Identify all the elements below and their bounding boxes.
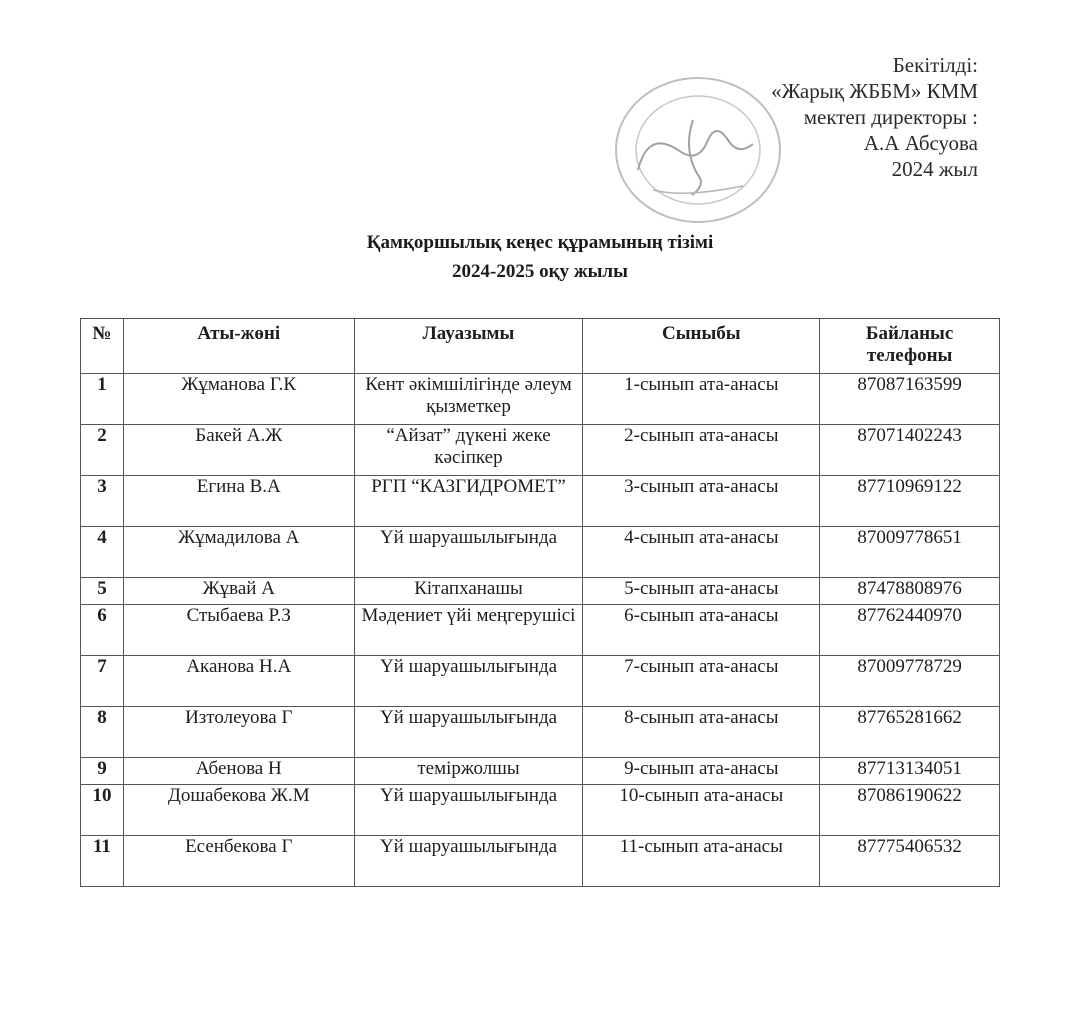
- table-row: [81, 758, 1000, 785]
- table-row: [81, 707, 1000, 758]
- row-class: 5-сынып ата-анасы: [583, 578, 820, 605]
- approval-block: [771, 52, 978, 182]
- row-phone: 87775406532: [820, 836, 1000, 887]
- row-phone: 87713134051: [820, 758, 1000, 785]
- header-num: №: [81, 319, 124, 374]
- row-position: Үй шаруашылығында: [354, 785, 583, 836]
- row-class: 9-сынып ата-анасы: [583, 758, 820, 785]
- header-name: Аты-жөні: [123, 319, 354, 374]
- approval-organization: «Жарық ЖББМ» КММ: [771, 79, 978, 103]
- row-num: 3: [81, 476, 124, 527]
- row-phone: 87710969122: [820, 476, 1000, 527]
- approval-position: мектеп директоры :: [803, 105, 978, 129]
- row-name: Абенова Н: [123, 758, 354, 785]
- row-num: 9: [81, 758, 124, 785]
- row-phone: 87765281662: [820, 707, 1000, 758]
- table-header-row: [81, 319, 1000, 374]
- row-num: 6: [81, 605, 124, 656]
- row-class: 8-сынып ата-анасы: [583, 707, 820, 758]
- title-year: 2024-2025 оқу жылы: [452, 261, 628, 282]
- row-name: Дошабекова Ж.М: [123, 785, 354, 836]
- row-position: РГП “КАЗГИДРОМЕТ”: [354, 476, 583, 527]
- header-class: Сыныбы: [583, 319, 820, 374]
- row-name: Егина В.А: [123, 476, 354, 527]
- table-row: [81, 656, 1000, 707]
- row-position: Кітапханашы: [354, 578, 583, 605]
- row-num: 2: [81, 425, 124, 476]
- row-phone: 87086190622: [820, 785, 1000, 836]
- row-num: 11: [81, 836, 124, 887]
- header-position: Лауазымы: [354, 319, 583, 374]
- row-class: 3-сынып ата-анасы: [583, 476, 820, 527]
- row-name: Аканова Н.А: [123, 656, 354, 707]
- official-stamp-icon: [598, 70, 788, 230]
- row-position: Кент әкімшілігінде әлеум қызметкер: [354, 374, 583, 425]
- row-name: Есенбекова Г: [123, 836, 354, 887]
- row-name: Жұвай А: [123, 578, 354, 605]
- row-position: Үй шаруашылығында: [354, 656, 583, 707]
- row-num: 1: [81, 374, 124, 425]
- document-title: [0, 228, 1080, 286]
- row-class: 6-сынып ата-анасы: [583, 605, 820, 656]
- row-class: 4-сынып ата-анасы: [583, 527, 820, 578]
- row-phone: 87478808976: [820, 578, 1000, 605]
- row-name: Жұмадилова А: [123, 527, 354, 578]
- row-num: 8: [81, 707, 124, 758]
- approval-year: 2024 жыл: [891, 157, 978, 181]
- row-position: “Айзат” дүкені жеке кәсіпкер: [354, 425, 583, 476]
- table-row: [81, 527, 1000, 578]
- table-row: [81, 425, 1000, 476]
- row-name: Бакей А.Ж: [123, 425, 354, 476]
- row-position: Үй шаруашылығында: [354, 707, 583, 758]
- row-phone: 87087163599: [820, 374, 1000, 425]
- row-num: 10: [81, 785, 124, 836]
- table-row: [81, 605, 1000, 656]
- table-row: [81, 578, 1000, 605]
- table-row: [81, 836, 1000, 887]
- approval-director-name: А.А Абсуова: [863, 131, 978, 155]
- row-position: Мәдениет үйі меңгерушісі: [354, 605, 583, 656]
- table-row: [81, 374, 1000, 425]
- row-class: 1-сынып ата-анасы: [583, 374, 820, 425]
- header-phone: Байланыс телефоны: [820, 319, 1000, 374]
- row-num: 7: [81, 656, 124, 707]
- table-row: [81, 476, 1000, 527]
- row-class: 11-сынып ата-анасы: [583, 836, 820, 887]
- row-phone: 87071402243: [820, 425, 1000, 476]
- row-position: Үй шаруашылығында: [354, 527, 583, 578]
- row-class: 10-сынып ата-анасы: [583, 785, 820, 836]
- row-name: Стыбаева Р.З: [123, 605, 354, 656]
- row-class: 2-сынып ата-анасы: [583, 425, 820, 476]
- row-name: Изтолеуова Г: [123, 707, 354, 758]
- row-phone: 87762440970: [820, 605, 1000, 656]
- council-members-table: [80, 318, 1000, 887]
- approval-label: Бекітілді:: [892, 53, 978, 77]
- row-phone: 87009778729: [820, 656, 1000, 707]
- row-class: 7-сынып ата-анасы: [583, 656, 820, 707]
- row-position: теміржолшы: [354, 758, 583, 785]
- row-num: 5: [81, 578, 124, 605]
- row-num: 4: [81, 527, 124, 578]
- table-row: [81, 785, 1000, 836]
- row-position: Үй шаруашылығында: [354, 836, 583, 887]
- title-main: Қамқоршылық кеңес құрамының тізімі: [366, 232, 714, 253]
- row-phone: 87009778651: [820, 527, 1000, 578]
- row-name: Жұманова Г.К: [123, 374, 354, 425]
